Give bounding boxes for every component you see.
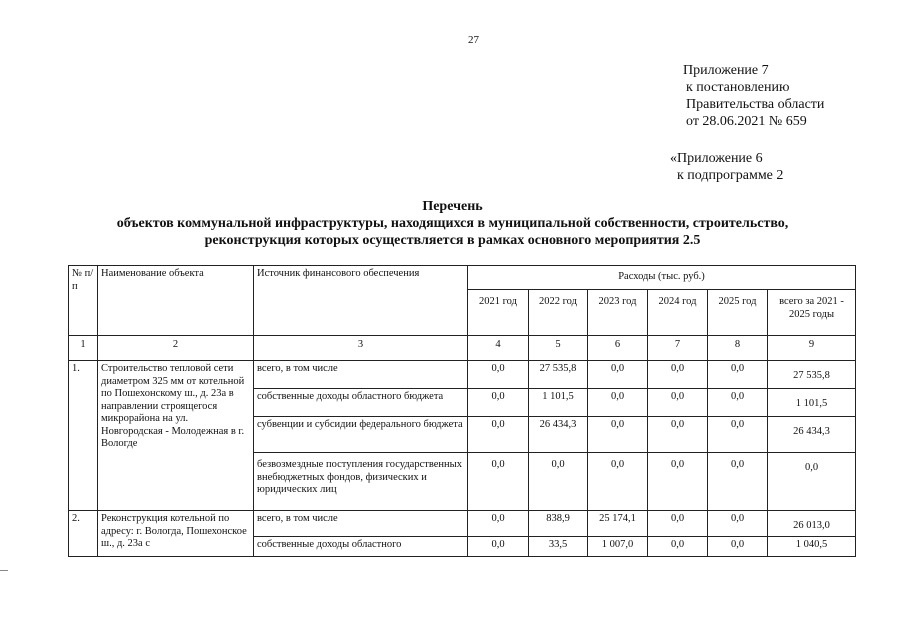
value-cell: 0,0 [468, 537, 529, 557]
index-cell: 1 [69, 336, 98, 361]
value-cell: 0,0 [648, 537, 708, 557]
header-year: 2022 год [529, 290, 588, 336]
object-name: Реконструкция котельной по адресу: г. Вологда, Пошехонское ш., д. 23а с [98, 511, 254, 557]
value-cell: 0,0 [588, 361, 648, 389]
margin-mark [0, 570, 8, 571]
value-cell: 0,0 [708, 453, 768, 511]
value-cell: 0,0 [529, 453, 588, 511]
value-cell: 0,0 [468, 453, 529, 511]
value-cell: 27 535,8 [768, 361, 856, 389]
index-cell: 9 [768, 336, 856, 361]
index-cell: 5 [529, 336, 588, 361]
source-cell: субвенции и субсидии федерального бюджета [254, 417, 468, 453]
object-name: Строительство тепловой сети диаметром 325 мм от котельной по Пошехонскому ш., д. 23а в направлении строящегося микрорайона на ул. Новгородская - Молодежная в г. Вологде [98, 361, 254, 511]
value-cell: 0,0 [708, 537, 768, 557]
value-cell: 1 040,5 [768, 537, 856, 557]
value-cell: 0,0 [648, 361, 708, 389]
value-cell: 0,0 [648, 453, 708, 511]
source-cell: всего, в том числе [254, 511, 468, 537]
index-cell: 7 [648, 336, 708, 361]
index-cell: 8 [708, 336, 768, 361]
value-cell: 838,9 [529, 511, 588, 537]
value-cell: 0,0 [588, 453, 648, 511]
value-cell: 27 535,8 [529, 361, 588, 389]
value-cell: 0,0 [648, 511, 708, 537]
value-cell: 0,0 [648, 389, 708, 417]
value-cell: 0,0 [468, 417, 529, 453]
value-cell: 0,0 [468, 389, 529, 417]
page-number: 27 [468, 34, 479, 46]
value-cell: 0,0 [588, 417, 648, 453]
source-cell: всего, в том числе [254, 361, 468, 389]
value-cell: 26 434,3 [529, 417, 588, 453]
quoted-appendix-line: «Приложение 6 [670, 151, 763, 166]
header-num: № п/п [69, 266, 98, 336]
header-year: 2025 год [708, 290, 768, 336]
table-row [69, 361, 856, 389]
header-expenses: Расходы (тыс. руб.) [468, 266, 856, 290]
value-cell: 26 434,3 [768, 417, 856, 453]
value-cell: 33,5 [529, 537, 588, 557]
appendix-line: от 28.06.2021 № 659 [686, 114, 807, 129]
value-cell: 0,0 [708, 511, 768, 537]
value-cell: 0,0 [468, 361, 529, 389]
object-num: 2. [69, 511, 98, 557]
value-cell: 0,0 [588, 389, 648, 417]
index-cell: 4 [468, 336, 529, 361]
value-cell: 0,0 [768, 453, 856, 511]
table-row [69, 511, 856, 537]
value-cell: 26 013,0 [768, 511, 856, 537]
object-num: 1. [69, 361, 98, 511]
objects-table [68, 265, 856, 557]
source-cell: собственные доходы областного бюджета [254, 389, 468, 417]
value-cell: 0,0 [708, 417, 768, 453]
source-cell: безвозмездные поступления государственных внебюджетных фондов, физических и юридических лиц [254, 453, 468, 511]
value-cell: 1 007,0 [588, 537, 648, 557]
index-cell: 2 [98, 336, 254, 361]
value-cell: 0,0 [648, 417, 708, 453]
appendix-line: Приложение 7 [683, 63, 769, 78]
title-line: реконструкция которых осуществляется в рамках основного мероприятия 2.5 [204, 233, 701, 248]
index-cell: 6 [588, 336, 648, 361]
title-line: Перечень [422, 199, 483, 214]
index-row [69, 336, 856, 361]
title-line: объектов коммунальной инфраструктуры, находящихся в муниципальной собственности, строительство, [116, 216, 789, 231]
appendix-line: к постановлению [686, 80, 790, 95]
value-cell: 0,0 [708, 361, 768, 389]
quoted-appendix-block [670, 150, 783, 184]
header-year: 2023 год [588, 290, 648, 336]
value-cell: 0,0 [468, 511, 529, 537]
header-year: 2021 год [468, 290, 529, 336]
document-title [0, 198, 905, 249]
appendix-line: Правительства области [686, 97, 825, 112]
value-cell: 25 174,1 [588, 511, 648, 537]
source-cell: собственные доходы областного [254, 537, 468, 557]
header-year: 2024 год [648, 290, 708, 336]
index-cell: 3 [254, 336, 468, 361]
header-name: Наименование объекта [98, 266, 254, 336]
header-source: Источник финансового обеспечения [254, 266, 468, 336]
appendix-block [683, 62, 824, 130]
value-cell: 1 101,5 [529, 389, 588, 417]
value-cell: 1 101,5 [768, 389, 856, 417]
value-cell: 0,0 [708, 389, 768, 417]
quoted-appendix-line: к подпрограмме 2 [677, 168, 784, 183]
header-year-total: всего за 2021 - 2025 годы [768, 290, 856, 336]
